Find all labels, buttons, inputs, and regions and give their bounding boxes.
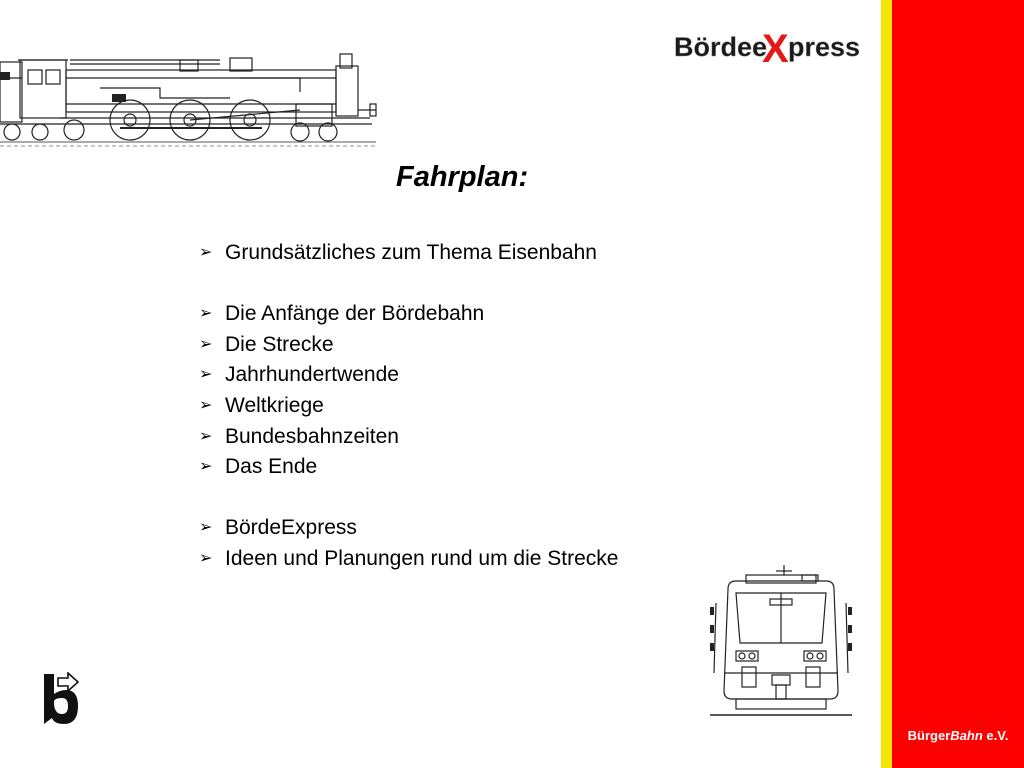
arrowhead-bullet-icon: ➢ bbox=[199, 244, 213, 261]
arrowhead-bullet-icon: ➢ bbox=[199, 366, 213, 384]
org-name-part3: e.V. bbox=[982, 728, 1009, 743]
organization-name bbox=[892, 726, 1024, 746]
agenda-item-label: Die Strecke bbox=[225, 332, 334, 356]
yellow-stripe bbox=[881, 0, 892, 768]
arrowhead-bullet-icon: ➢ bbox=[199, 427, 213, 445]
agenda-item bbox=[199, 238, 729, 269]
org-name-part1: Bürger bbox=[907, 728, 951, 743]
agenda-item-label: Weltkriege bbox=[225, 393, 324, 417]
agenda-item bbox=[199, 391, 729, 422]
org-name-part2: Bahn bbox=[950, 728, 983, 743]
agenda-item bbox=[199, 330, 729, 361]
agenda-item-label: Bundesbahnzeiten bbox=[225, 424, 399, 448]
red-side-band bbox=[892, 0, 1024, 768]
agenda-item bbox=[199, 513, 729, 544]
agenda-item-label: BördeExpress bbox=[225, 516, 357, 540]
agenda-item bbox=[199, 299, 729, 330]
logo-x-mark: X bbox=[762, 27, 789, 71]
arrowhead-bullet-icon: ➢ bbox=[199, 305, 213, 323]
logo-text-left: Bördee bbox=[674, 32, 768, 62]
boerdeexpress-logo bbox=[672, 24, 878, 76]
agenda-item bbox=[199, 544, 729, 575]
agenda-item-label: Grundsätzliches zum Thema Eisenbahn bbox=[225, 241, 597, 264]
arrowhead-bullet-icon: ➢ bbox=[199, 458, 213, 476]
arrowhead-bullet-icon: ➢ bbox=[199, 549, 213, 567]
agenda-item bbox=[199, 422, 729, 453]
agenda-item-label: Die Anfänge der Bördebahn bbox=[225, 302, 485, 326]
agenda-item bbox=[199, 360, 729, 391]
logo-text-right: press bbox=[788, 32, 861, 62]
agenda-item-label: Ideen und Planungen rund um die Strecke bbox=[225, 546, 619, 570]
slide-title: Fahrplan: bbox=[396, 161, 529, 193]
arrowhead-bullet-icon: ➢ bbox=[199, 396, 213, 414]
arrowhead-bullet-icon: ➢ bbox=[199, 519, 213, 537]
agenda-item-label: Das Ende bbox=[225, 455, 318, 479]
b-arrow-logo-icon bbox=[42, 672, 82, 728]
agenda-list bbox=[199, 238, 729, 575]
arrowhead-bullet-icon: ➢ bbox=[199, 335, 213, 353]
railcar-front-drawing bbox=[706, 563, 856, 723]
agenda-item bbox=[199, 452, 729, 483]
steam-locomotive-drawing bbox=[0, 48, 378, 152]
agenda-item-label: Jahrhundertwende bbox=[225, 363, 399, 387]
